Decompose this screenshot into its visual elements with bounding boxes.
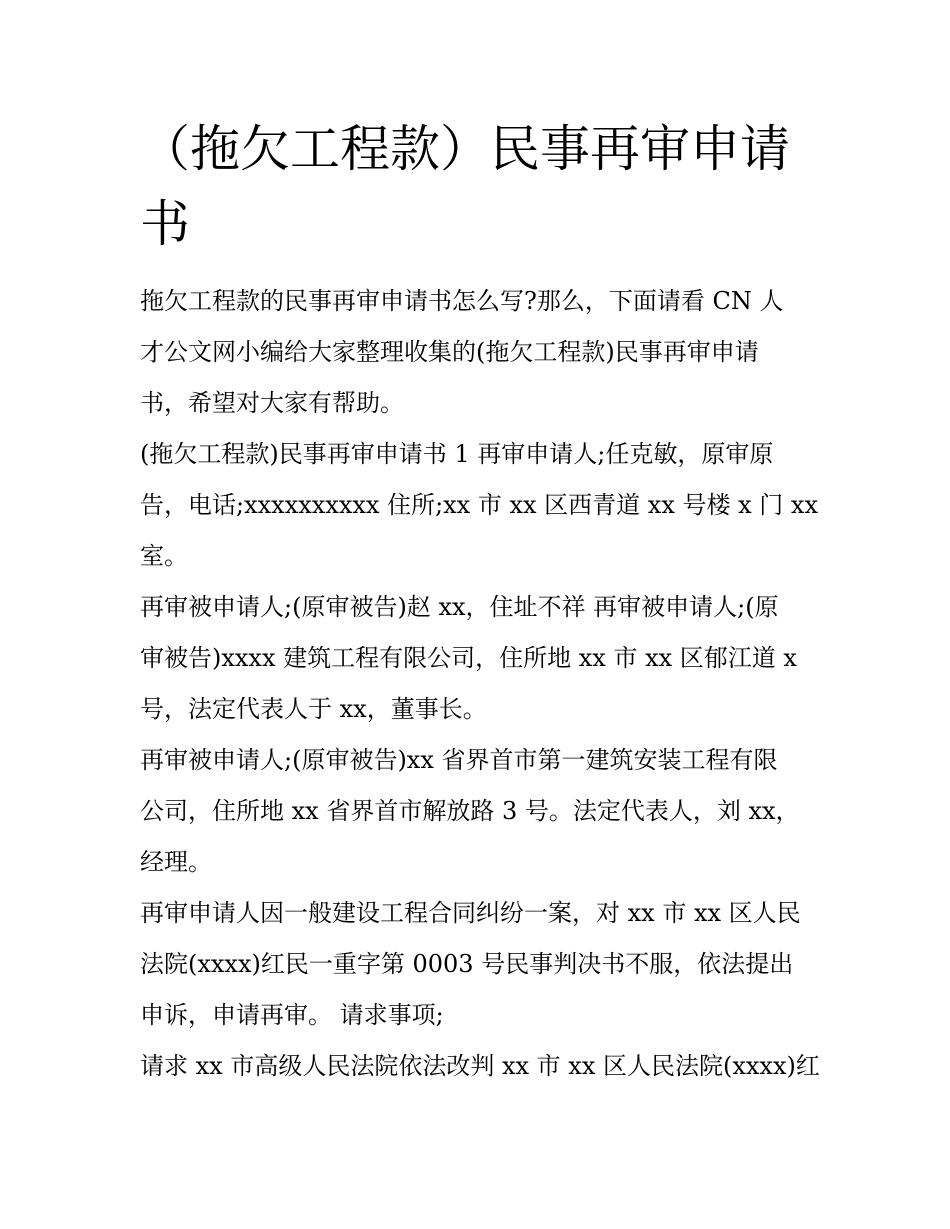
text-line: 公司，住所地 xx 省界首市解放路 3 号。法定代表人，刘 xx， [140,797,800,825]
paragraph-case-statement [140,888,812,1041]
document-title [140,112,820,262]
text-line: 号，法定代表人于 xx，董事长。 [140,695,487,723]
paragraph-applicant [140,429,818,582]
text-line: 经理。 [140,848,212,876]
paragraph-respondent-2 [140,735,812,888]
text-line: 再审申请人因一般建设工程合同纠纷一案，对 xx 市 xx 区人民 [140,899,801,927]
text-line: (拖欠工程款)民事再审申请书 1 再审申请人;任克敏，原审原 [140,440,774,468]
title-line: 书 [140,195,190,253]
text-line: 申诉，申请再审。 请求事项; [140,1001,444,1029]
paragraph-intro [140,276,812,429]
text-line: 审被告)xxxx 建筑工程有限公司，住所地 xx 市 xx 区郁江道 x [140,644,797,672]
text-line: 拖欠工程款的民事再审申请书怎么写?那么，下面请看 CN 人 [140,287,784,315]
text-line: 告，电话;xxxxxxxxxx 住所;xx 市 xx 区西青道 xx 号楼 x 门 xx [140,491,818,519]
text-line: 再审被申请人;(原审被告)xx 省界首市第一建筑安装工程有限 [140,746,778,774]
paragraph-respondent-1 [140,582,812,735]
text-line: 室。 [140,542,188,570]
text-line: 请求 xx 市高级人民法院依法改判 xx 市 xx 区人民法院(xxxx)红 [140,1052,820,1080]
document-body [140,276,820,1092]
title-line: （拖欠工程款）民事再审申请 [140,120,790,178]
paragraph-request [140,1041,820,1092]
text-line: 书，希望对大家有帮助。 [140,389,404,417]
text-line: 法院(xxxx)红民一重字第 0003 号民事判决书不服，依法提出 [140,950,794,978]
text-line: 再审被申请人;(原审被告)赵 xx，住址不祥 再审被申请人;(原 [140,593,779,621]
text-line: 才公文网小编给大家整理收集的(拖欠工程款)民事再审申请 [140,338,759,366]
